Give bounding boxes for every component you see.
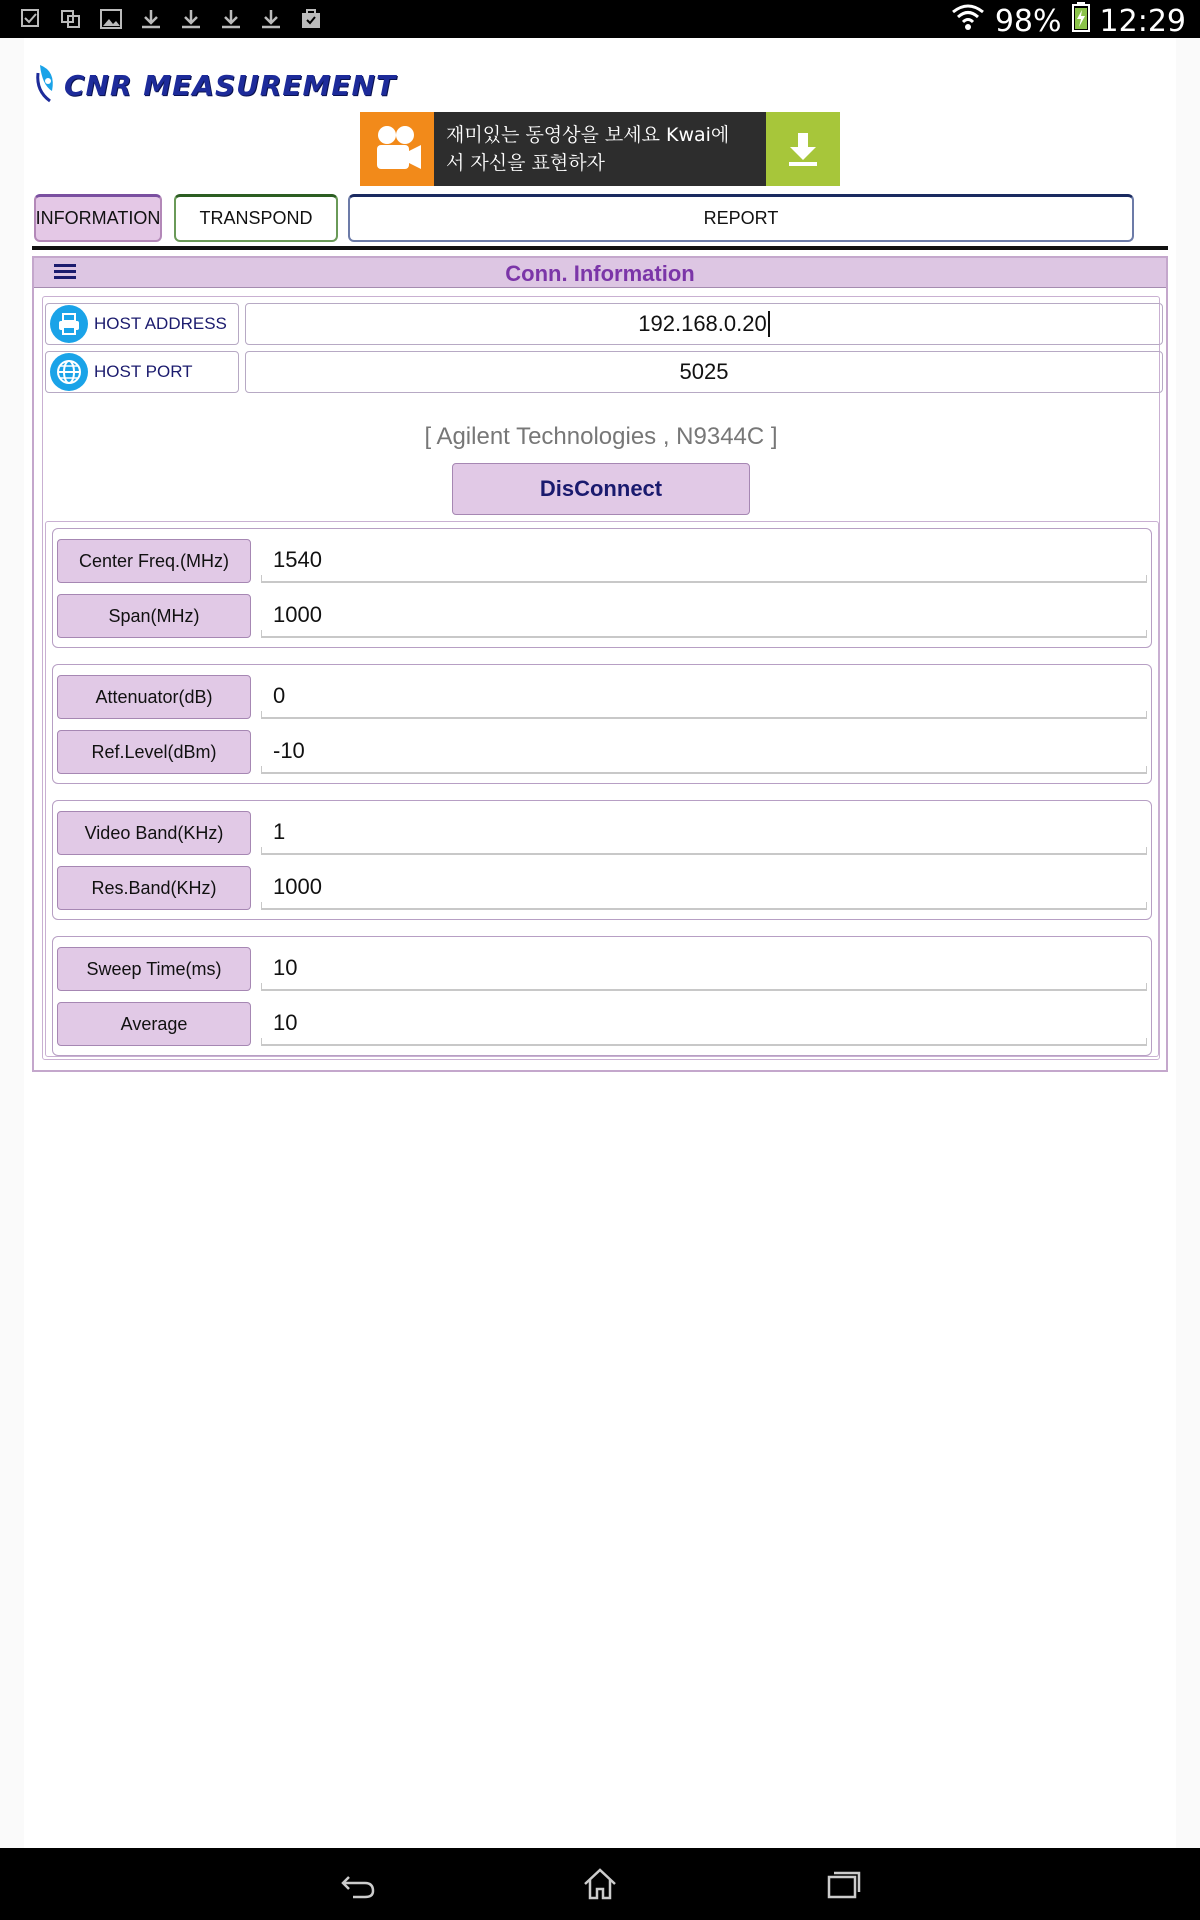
param-row [57,866,1147,910]
ad-download-icon[interactable] [766,112,840,186]
host-port-label [45,351,239,393]
satellite-dish-icon [34,61,62,110]
back-icon[interactable] [338,1864,378,1904]
image-icon [98,6,124,32]
param-row [57,675,1147,719]
sweep-time-input[interactable]: 10 [261,947,1147,991]
tab-report[interactable]: REPORT [348,194,1134,242]
host-address-row [45,303,1157,347]
status-bar [0,0,1200,38]
text-cursor [768,311,770,337]
battery-percent: 98% [994,3,1062,39]
ad-line-2: 서 자신을 표현하자 [446,152,605,174]
battery-charging-icon [1072,2,1090,40]
wifi-icon [951,2,985,40]
res-band-label[interactable]: Res.Band(KHz) [57,866,251,910]
printer-icon [50,305,88,343]
param-row [57,539,1147,583]
center-freq-input[interactable]: 1540 [261,539,1147,583]
recent-apps-icon[interactable] [824,1864,864,1904]
download-icon [138,6,164,32]
tab-divider [32,246,1168,250]
host-address-label [45,303,239,345]
conn-info-panel [32,256,1168,1072]
copy-icon [58,6,84,32]
ref-level-label[interactable]: Ref.Level(dBm) [57,730,251,774]
panel-title: Conn. Information [505,261,695,286]
clock: 12:29 [1099,3,1186,39]
param-row [57,947,1147,991]
average-label[interactable]: Average [57,1002,251,1046]
notification-icons [18,6,324,32]
attenuator-label[interactable]: Attenuator(dB) [57,675,251,719]
download-icon [258,6,284,32]
connection-section [42,296,1160,1060]
res-band-input[interactable]: 1000 [261,866,1147,910]
average-input[interactable]: 10 [261,1002,1147,1046]
globe-icon [50,353,88,391]
tab-information[interactable]: INFORMATION [34,194,162,242]
param-group-frequency [52,528,1152,648]
video-band-input[interactable]: 1 [261,811,1147,855]
parameters-section [45,521,1159,1057]
center-freq-label[interactable]: Center Freq.(MHz) [57,539,251,583]
clipboard-icon [298,6,324,32]
disconnect-button[interactable]: DisConnect [452,463,750,515]
video-band-label[interactable]: Video Band(KHz) [57,811,251,855]
host-address-value: 192.168.0.20 [638,311,767,336]
host-address-input[interactable] [245,303,1163,345]
tab-bar [32,194,1168,244]
panel-header [34,258,1166,288]
tab-transpond[interactable]: TRANSPOND [174,194,338,242]
param-row [57,730,1147,774]
param-group-sweep [52,936,1152,1056]
ad-video-camera-icon [360,112,434,186]
host-address-text: HOST ADDRESS [94,314,227,333]
app-title: CNR MEASUREMENT [64,68,397,102]
param-group-level [52,664,1152,784]
host-port-input[interactable]: 5025 [245,351,1163,393]
status-right [951,2,1186,40]
navigation-bar [0,1848,1200,1920]
host-port-text: HOST PORT [94,362,193,381]
home-icon[interactable] [580,1864,620,1904]
param-row [57,811,1147,855]
span-input[interactable]: 1000 [261,594,1147,638]
device-info: [ Agilent Technologies , N9344C ] [424,423,778,450]
ad-banner[interactable] [360,112,840,186]
param-group-bandwidth [52,800,1152,920]
ad-text [434,112,766,186]
param-row [57,1002,1147,1046]
span-label[interactable]: Span(MHz) [57,594,251,638]
download-icon [218,6,244,32]
app-logo [34,62,396,108]
attenuator-input[interactable]: 0 [261,675,1147,719]
app-content [24,38,1176,1848]
ref-level-input[interactable]: -10 [261,730,1147,774]
param-row [57,594,1147,638]
sweep-time-label[interactable]: Sweep Time(ms) [57,947,251,991]
host-port-row [45,351,1157,395]
ad-line-1: 재미있는 동영상을 보세요 Kwai에 [446,124,730,146]
checkbox-icon [18,6,44,32]
download-icon [178,6,204,32]
